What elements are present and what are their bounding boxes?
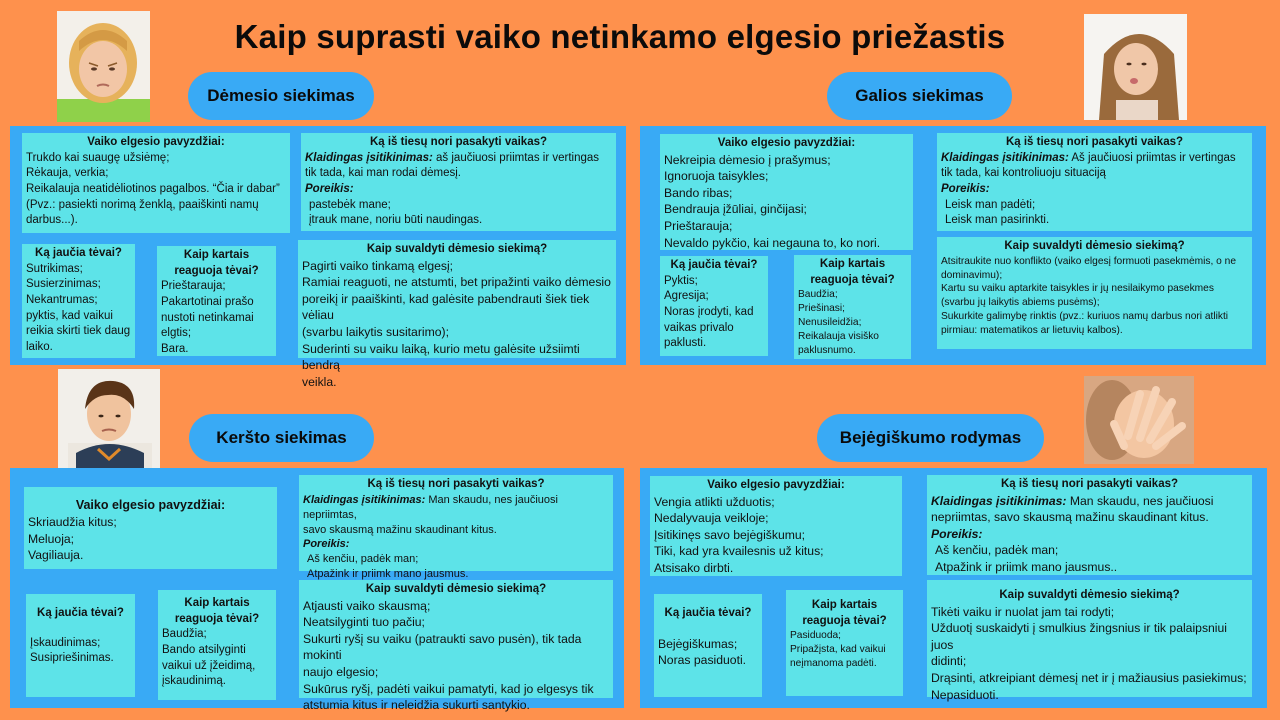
kersto-manage-line: Sukurti ryšį su vaiku (patraukti savo pusėn), tik tada mokinti — [303, 631, 582, 663]
demesio-manage-line: poreikį ir paaiškinti, kad galėsite pabendrauti šiek tiek vėliau — [302, 291, 590, 323]
demesio-manage-line: veikla. — [302, 374, 337, 389]
demesio-manage-line: Suderinti su vaiku laiką, kurio metu galėsite užsiimti bendrą — [302, 341, 580, 373]
demesio-feel-line: Sutrikimas; — [26, 262, 83, 275]
kersto-manage-line: naujo elgesio; — [303, 665, 379, 679]
bejegiskumo-react-box — [786, 590, 903, 696]
kersto-wants-heading: Ką iš tiesų nori pasakyti vaikas? — [367, 478, 545, 490]
demesio-react-box — [157, 246, 276, 356]
demesio-belief-cont: tik tada, kai man rodai dėmesį. — [305, 167, 461, 180]
demesio-need-item: pastebėk mane; — [309, 198, 391, 211]
galios-need-item: Leisk man padėti; — [945, 198, 1036, 211]
galios-belief-cont: tik tada, kai kontroliuoju situaciją — [941, 167, 1106, 180]
bejegiskumo-react-heading: Kaip kartais reaguoja tėvai? — [802, 599, 887, 627]
bejegiskumo-react-line: Pasiduoda; — [790, 630, 841, 642]
demesio-feel-box — [22, 244, 135, 358]
bejegiskumo-manage-line: Užduotį suskaidyti į smulkius žingsnius ir tik palaipsniui juos — [931, 621, 1228, 652]
demesio-feel-line: Nekantrumas; — [26, 293, 98, 306]
galios-examples-box — [660, 134, 913, 250]
galios-example-line: Bando ribas; — [664, 185, 733, 200]
bejegiskumo-example-line: Nedalyvauja veikloje; — [654, 511, 769, 526]
bejegiskumo-need-label: Poreikis: — [931, 526, 983, 541]
galios-need-item: Leisk man pasirinkti. — [945, 214, 1050, 227]
galios-react-line: paklusnumo. — [798, 344, 856, 356]
pill-demesio-siekimas: Dėmesio siekimas — [188, 72, 374, 120]
bejegiskumo-belief-text: Man skaudu, nes jaučiuosi — [1066, 493, 1214, 508]
kersto-example-line: Meluoja; — [28, 531, 75, 546]
bejegiskumo-manage-line: Tikėti vaiku ir nuolat jam tai rodyti; — [931, 604, 1115, 619]
galios-feel-line: paklusti. — [664, 337, 707, 350]
galios-react-box — [794, 255, 911, 359]
kersto-examples-heading: Vaiko elgesio pavyzdžiai: — [75, 498, 226, 512]
demesio-belief-label: Klaidingas įsitikinimas: — [305, 151, 433, 164]
kersto-feel-line: Susipriešinimas. — [30, 652, 114, 665]
kersto-feel-heading: Ką jaučia tėvai? — [37, 607, 124, 619]
galios-example-line: Nevaldo pykčio, kai negauna to, ko nori. — [664, 235, 881, 250]
bejegiskumo-examples-heading: Vaiko elgesio pavyzdžiai: — [707, 479, 845, 491]
galios-feel-heading: Ką jaučia tėvai? — [670, 259, 758, 271]
bejegiskumo-react-line: neįmanoma padėti. — [790, 658, 877, 669]
bejegiskumo-manage-heading: Kaip suvaldyti dėmesio siekimą? — [999, 589, 1180, 601]
bejegiskumo-examples-box — [650, 476, 902, 576]
bejegiskumo-need-item: Aš kenčiu, padėk man; — [935, 543, 1059, 558]
bejegiskumo-example-line: Tiki, kad yra kvailesnis už kitus; — [654, 544, 824, 559]
demesio-feel-heading: Ką jaučia tėvai? — [35, 247, 122, 259]
kersto-need-item: Atpažink ir priimk mano jausmus. — [307, 568, 469, 581]
boy-sulking-image — [58, 369, 160, 471]
demesio-need-label: Poreikis: — [305, 182, 354, 195]
kersto-belief-cont: savo skausmą mažinu skaudinant kitus. — [303, 523, 497, 536]
bejegiskumo-need-item: Atpažink ir priimk mano jausmus.. — [935, 560, 1118, 574]
galios-react-heading: Kaip kartais reaguoja tėvai? — [810, 258, 895, 286]
demesio-react-line: Pakartotinai prašo — [161, 295, 254, 308]
demesio-wants-box — [301, 133, 616, 231]
demesio-need-item: įtrauk mane, noriu būti naudingas. — [309, 214, 483, 227]
bejegiskumo-feel-line: Noras pasiduoti. — [658, 653, 747, 668]
galios-need-label: Poreikis: — [941, 182, 990, 195]
kersto-manage-box — [299, 580, 613, 713]
bejegiskumo-manage-box — [927, 580, 1252, 702]
bejegiskumo-manage-line: Drąsinti, atkreipiant dėmesį net ir į mažiausius pasiekimus; — [931, 671, 1247, 685]
galios-example-line: Nekreipia dėmesio į prašymus; — [664, 152, 831, 167]
kersto-react-line: Bando atsilyginti — [162, 643, 246, 656]
demesio-react-line: Prieštarauja; — [161, 280, 226, 293]
pill-bejegiskumo-rodymas: Bejėgiškumo rodymas — [817, 414, 1044, 462]
demesio-react-heading: Kaip kartais reaguoja tėvai? — [174, 249, 259, 277]
galios-manage-line: dominavimu); — [941, 269, 1003, 281]
galios-manage-line: Kartu su vaiku aptarkite taisykles ir jų nesilaikymo pasekmes — [941, 283, 1214, 295]
kersto-need-label: Poreikis: — [303, 538, 350, 551]
bejegiskumo-belief-label: Klaidingas įsitikinimas: — [931, 493, 1067, 508]
demesio-example-line: (Pvz.: pasiekti norimą ženklą, paaiškinti namų — [26, 198, 259, 211]
kersto-react-heading: Kaip kartais reaguoja tėvai? — [174, 597, 260, 625]
page-title: Kaip suprasti vaiko netinkamo elgesio priežastis — [234, 18, 1006, 55]
girl-pouting-image — [1084, 14, 1187, 120]
kersto-manage-line: Sukūrus ryšį, padėti vaikui pamatyti, kad jo elgesys tik — [303, 681, 594, 696]
demesio-react-line: Bara. — [161, 342, 189, 355]
galios-manage-box — [937, 237, 1252, 349]
demesio-examples-box — [22, 133, 290, 233]
galios-examples-heading: Vaiko elgesio pavyzdžiai: — [717, 137, 856, 149]
galios-react-line: Reikalauja visiško — [798, 330, 879, 342]
bejegiskumo-example-line: Vengia atlikti užduotis; — [654, 494, 775, 509]
demesio-react-line: nustoti netinkamai — [161, 311, 254, 324]
demesio-manage-line: (svarbu laikytis susitarimo); — [302, 325, 449, 339]
kersto-need-item: Aš kenčiu, padėk man; — [307, 553, 419, 566]
galios-wants-heading: Ką iš tiesų nori pasakyti vaikas? — [1005, 136, 1184, 148]
bejegiskumo-wants-heading: Ką iš tiesų nori pasakyti vaikas? — [1000, 478, 1179, 490]
galios-manage-heading: Kaip suvaldyti dėmesio siekimą? — [1004, 240, 1185, 252]
galios-feel-line: Pyktis; — [664, 274, 698, 287]
photo-girl-pouting — [1084, 14, 1187, 120]
bejegiskumo-example-line: Atsisako dirbti. — [654, 561, 734, 575]
bejegiskumo-belief-cont: nepriimtas, savo skausmą mažinu skaudinant kitus. — [931, 510, 1209, 525]
demesio-feel-line: reikia skirti tiek daug — [26, 325, 131, 338]
kersto-feel-line: Įskaudinimas; — [30, 636, 101, 649]
galios-wants-box — [937, 133, 1252, 231]
demesio-manage-line: Ramiai reaguoti, ne atstumti, bet pripažinti vaiko dėmesio — [302, 275, 611, 290]
kersto-react-line: Baudžia; — [162, 628, 207, 641]
kersto-manage-line: atstumia kitus ir neleidžia sukurti santykio. — [303, 698, 530, 713]
bejegiskumo-manage-line: Nepasiduoti. — [931, 687, 999, 702]
kersto-manage-line: Neatsilyginti tuo pačiu; — [303, 615, 425, 630]
bejegiskumo-example-line: Įsitikinęs savo bejėgiškumu; — [654, 527, 806, 542]
galios-manage-line: (svarbu jų laikytis abiems pusėms); — [941, 297, 1100, 309]
kersto-react-box — [158, 590, 276, 700]
demesio-belief-text: aš jaučiuosi priimtas ir vertingas — [432, 151, 599, 164]
galios-react-line: Priešinasi; — [798, 303, 845, 315]
demesio-feel-line: laiko. — [26, 340, 53, 353]
galios-example-line: Bendrauja įžūliai, ginčijasi; — [664, 202, 807, 217]
galios-example-line: Prieštarauja; — [664, 219, 733, 233]
bejegiskumo-feel-box — [654, 594, 762, 697]
demesio-example-line: Reikalauja neatidėliotinos pagalbos. “Čia ir dabar” — [26, 182, 280, 195]
photo-boy-sulking — [58, 369, 160, 471]
kersto-wants-box — [299, 475, 613, 581]
demesio-example-line: Trukdo kai suaugę užsiėmę; — [26, 151, 170, 164]
demesio-feel-line: pyktis, kad vaikui — [26, 309, 113, 322]
bejegiskumo-feel-heading: Ką jaučia tėvai? — [664, 607, 752, 619]
galios-manage-line: Sukurkite galimybę rinktis (pvz.: kuriuos namų darbus nori atlikti — [941, 311, 1229, 323]
galios-feel-box — [660, 256, 768, 356]
bejegiskumo-feel-line: Bejėgiškumas; — [658, 636, 738, 651]
bejegiskumo-react-line: Pripažįsta, kad vaikui — [790, 644, 886, 656]
kersto-manage-heading: Kaip suvaldyti dėmesio siekimą? — [365, 583, 547, 595]
galios-feel-line: vaikas privalo — [664, 321, 734, 334]
demesio-manage-box — [298, 240, 616, 389]
demesio-react-line: elgtis; — [161, 327, 192, 340]
kersto-belief-label: Klaidingas įsitikinimas: — [303, 493, 426, 506]
galios-feel-line: Agresija; — [664, 290, 709, 303]
kersto-example-line: Skriaudžia kitus; — [28, 515, 117, 529]
kersto-belief-text: Man skaudu, nes jaučiuosi nepriimtas, — [303, 493, 558, 521]
kersto-examples-box — [24, 487, 277, 569]
kersto-feel-box — [26, 594, 135, 697]
galios-react-line: Nenusileidžia; — [798, 317, 862, 328]
demesio-wants-heading: Ką iš tiesų nori pasakyti vaikas? — [369, 136, 548, 148]
galios-example-line: Ignoruoja taisykles; — [664, 169, 769, 184]
pill-galios-siekimas: Galios siekimas — [827, 72, 1012, 120]
demesio-manage-heading: Kaip suvaldyti dėmesio siekimą? — [366, 243, 548, 255]
galios-manage-line: pirmiau: matematikos ar lietuvių kalbos). — [941, 325, 1123, 336]
kersto-react-line: vaikui už įžeidimą, — [162, 659, 256, 672]
photo-girl-frowning — [57, 11, 150, 122]
galios-react-line: Baudžia; — [798, 289, 838, 301]
demesio-feel-line: Susierzinimas; — [26, 278, 101, 291]
kersto-react-line: įskaudinimą. — [162, 675, 226, 688]
demesio-example-line: Rėkauja, verkia; — [26, 167, 109, 180]
photo-child-hand — [1084, 376, 1194, 464]
kersto-example-line: Vagiliauja. — [28, 548, 84, 563]
child-hand-image — [1084, 376, 1194, 464]
demesio-manage-line: Pagirti vaiko tinkamą elgesį; — [302, 258, 454, 273]
kersto-manage-line: Atjausti vaiko skausmą; — [303, 598, 431, 613]
pill-kersto-siekimas: Keršto siekimas — [189, 414, 374, 462]
galios-manage-line: Atsitraukite nuo konflikto (vaiko elgesį formuoti pasekmėmis, o ne — [941, 255, 1237, 267]
galios-belief-text: Aš jaučiuosi priimtas ir vertingas — [1068, 151, 1236, 164]
demesio-example-line: darbus...). — [26, 214, 78, 227]
galios-feel-line: Noras įrodyti, kad — [664, 305, 754, 318]
bejegiskumo-wants-box — [927, 475, 1252, 575]
bejegiskumo-manage-line: didinti; — [931, 654, 967, 669]
demesio-examples-heading: Vaiko elgesio pavyzdžiai: — [87, 136, 225, 148]
galios-belief-label: Klaidingas įsitikinimas: — [941, 151, 1069, 164]
girl-frowning-image — [57, 11, 150, 122]
